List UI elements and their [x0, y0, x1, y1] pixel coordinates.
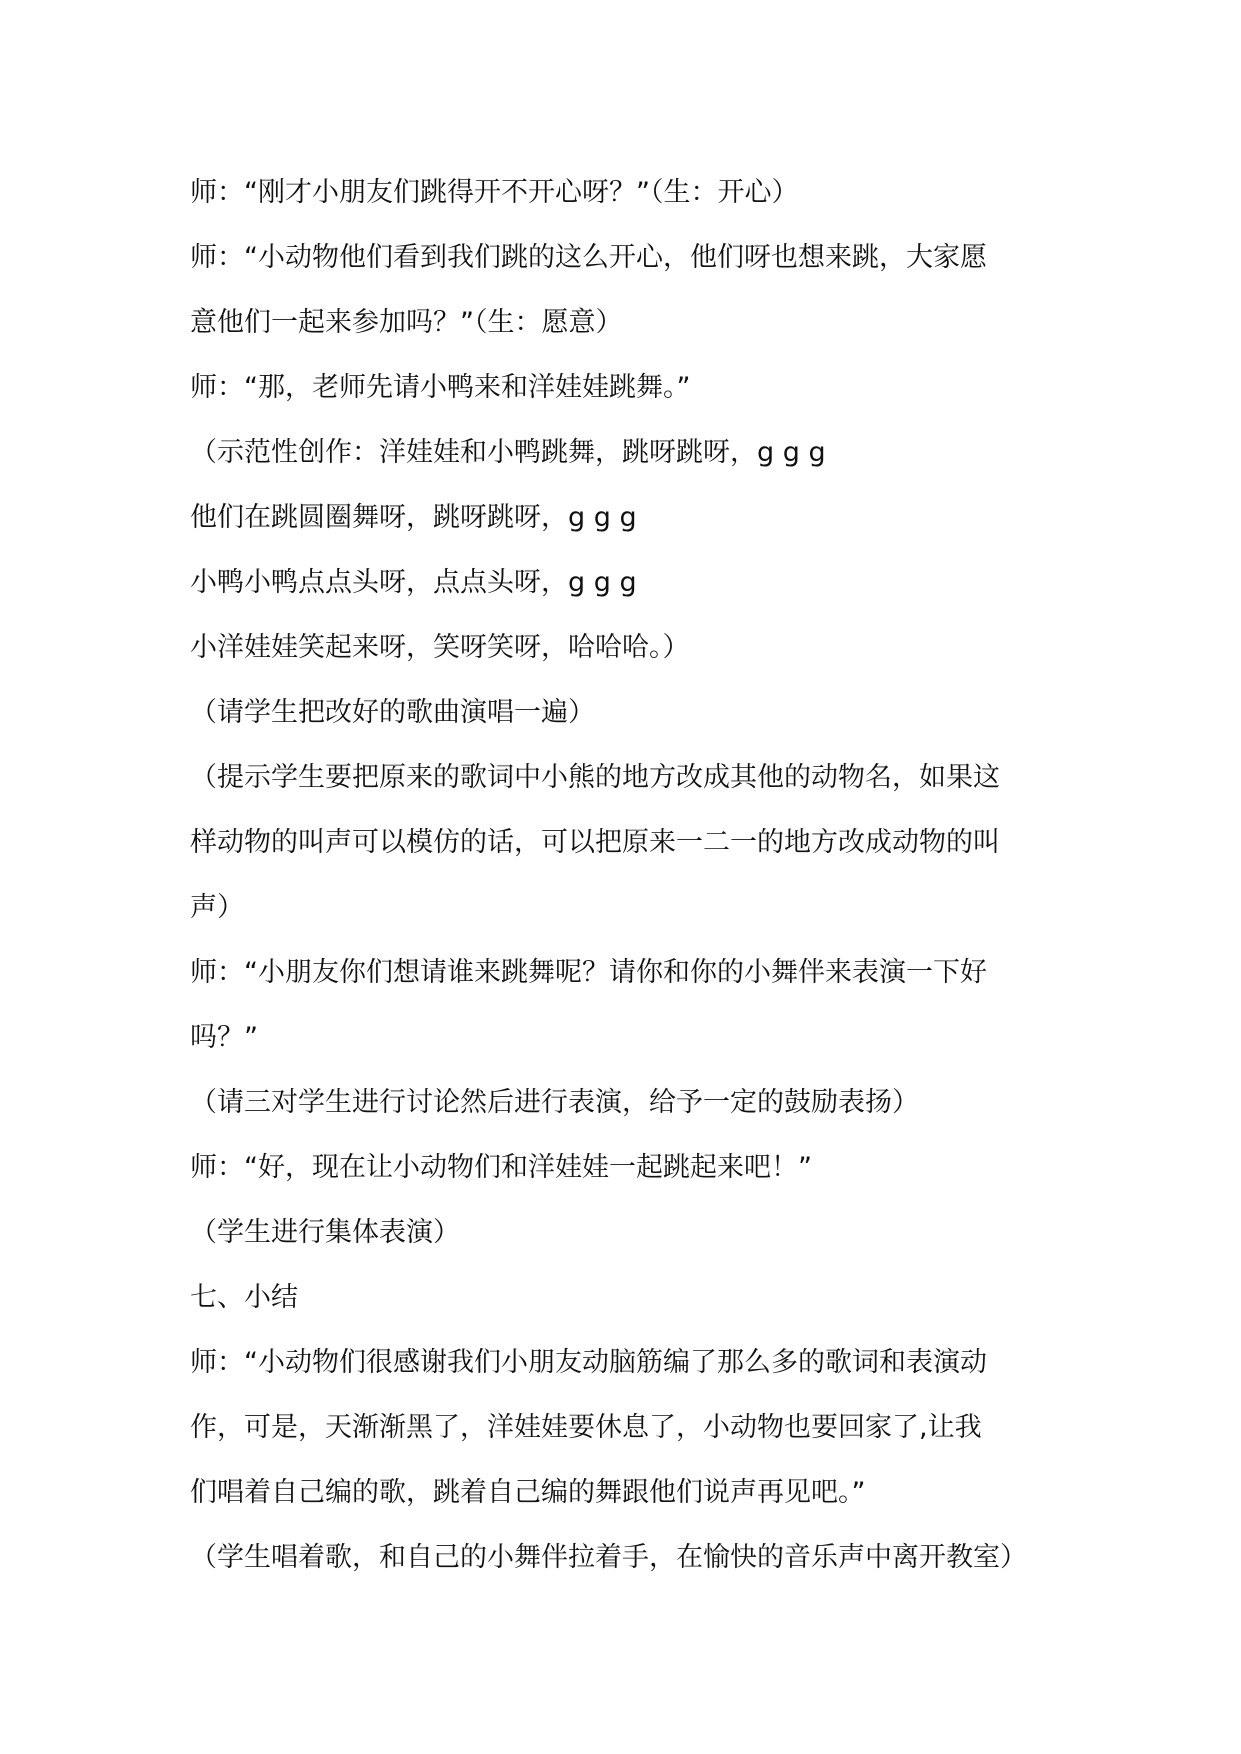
- dialogue-line-teacher-summary-3: 们唱着自己编的歌，跳着自己编的舞跟他们说声再见吧。”: [190, 1477, 866, 1508]
- instruction-line-sing: （请学生把改好的歌曲演唱一遍）: [190, 697, 595, 728]
- instruction-line-group-performance: （学生进行集体表演）: [190, 1217, 460, 1248]
- dialogue-line-teacher-dance: 师：“好，现在让小动物们和洋娃娃一起跳起来吧！”: [190, 1152, 812, 1183]
- dialogue-line-continuation-2: 吗？”: [190, 1022, 258, 1053]
- dialogue-line-teacher-animals: 师：“小动物他们看到我们跳的这么开心，他们呀也想来跳，大家愿: [190, 242, 987, 273]
- dialogue-line-teacher-summary-2: 作，可是，天渐渐黑了，洋娃娃要休息了，小动物也要回家了,让我: [190, 1412, 982, 1443]
- section-heading-summary: 七、小结: [190, 1282, 298, 1313]
- instruction-line-groups: （请三对学生进行讨论然后进行表演，给予一定的鼓励表扬）: [190, 1087, 919, 1118]
- dialogue-line-teacher-duck: 师：“那，老师先请小鸭来和洋娃娃跳舞。”: [190, 372, 691, 403]
- dialogue-line-teacher-summary-1: 师：“小动物们很感谢我们小朋友动脑筋编了那么多的歌词和表演动: [190, 1347, 987, 1378]
- dialogue-line-teacher-question: 师：“刚才小朋友们跳得开不开心呀？”（生：开心）: [190, 177, 799, 208]
- instruction-line-hint-3: 声）: [190, 892, 244, 923]
- lyric-line-1: （示范性创作：洋娃娃和小鸭跳舞，跳呀跳呀，g g g: [190, 437, 826, 468]
- instruction-line-closing: （学生唱着歌，和自己的小舞伴拉着手，在愉快的音乐声中离开教室）: [190, 1542, 1027, 1573]
- lyric-line-2: 他们在跳圆圈舞呀，跳呀跳呀，g g g: [190, 502, 637, 533]
- lyric-line-4: 小洋娃娃笑起来呀，笑呀笑呀，哈哈哈。）: [190, 632, 690, 663]
- dialogue-line-teacher-invite: 师：“小朋友你们想请谁来跳舞呢？请你和你的小舞伴来表演一下好: [190, 957, 987, 988]
- dialogue-line-continuation: 意他们一起来参加吗？”（生：愿意）: [190, 307, 623, 338]
- document-body: [190, 160, 1070, 1590]
- instruction-line-hint-2: 样动物的叫声可以模仿的话，可以把原来一二一的地方改成动物的叫: [190, 827, 1000, 858]
- instruction-line-hint-1: （提示学生要把原来的歌词中小熊的地方改成其他的动物名，如果这: [190, 762, 1000, 793]
- lyric-line-3: 小鸭小鸭点点头呀，点点头呀，g g g: [190, 567, 637, 598]
